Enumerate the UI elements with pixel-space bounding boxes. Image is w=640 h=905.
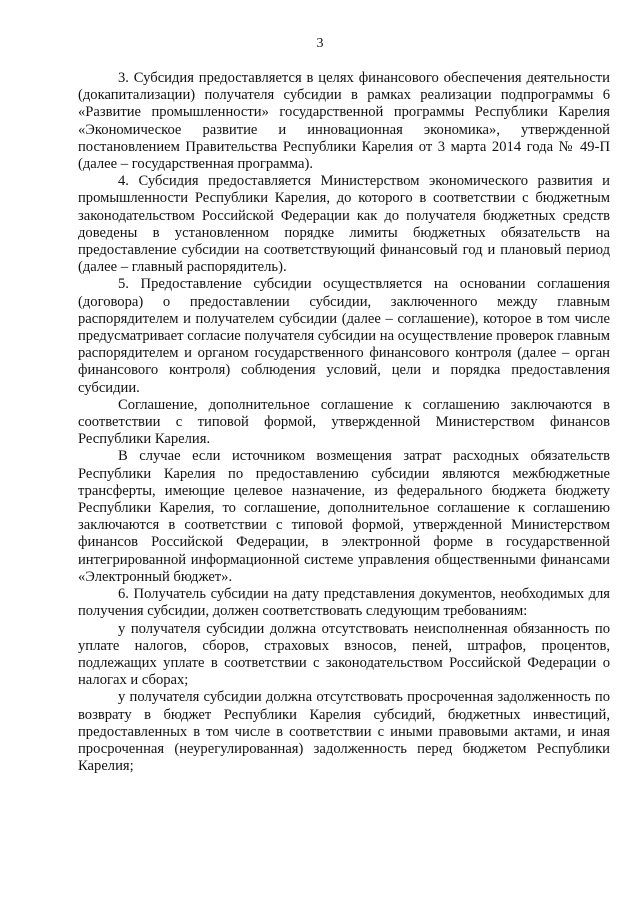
- paragraph-3-subsidy-purpose: 3. Субсидия предоставляется в целях финансового обеспечения деятельности (докапитализации) получателя субсидии в рамках реализации подпрограммы 6 «Развитие промышленности» государственной программы Республики Карелия «Экономическое развитие и инновационная экономика», утвержденной постановлением Правительства Республики Карелия от 3 марта 2014 года № 49-П (далее – государственная программа).: [78, 70, 610, 173]
- paragraph-agreement-form: Соглашение, дополнительное соглашение к соглашению заключаются в соответствии с типовой формой, утвержденной Министерством финансов Республики Карелия.: [78, 396, 610, 448]
- paragraph-6-requirements: 6. Получатель субсидии на дату представления документов, необходимых для получения субсидии, должен соответствовать следующим требованиям:: [78, 586, 610, 620]
- page-number: 3: [316, 36, 324, 51]
- requirement-no-tax-debt: у получателя субсидии должна отсутствовать неисполненная обязанность по уплате налогов, сборов, страховых взносов, пеней, штрафов, процентов, подлежащих уплате в соответствии с законодательством Российской Федерации о налогах и сборах;: [78, 620, 610, 689]
- paragraph-5-agreement-basis: 5. Предоставление субсидии осуществляется на основании соглашения (договора) о предоставлении субсидии, заключенного между главным распорядителем и получателем субсидии (далее – соглашение), которое в том числе предусматривает согласие получателя субсидии на осуществление проверок главным распорядителем и органом государственного финансового контроля (далее – орган финансового контроля) соблюдения условий, цели и порядка предоставления субсидии.: [78, 276, 610, 396]
- document-body: [78, 70, 610, 775]
- paragraph-4-subsidy-provider: 4. Субсидия предоставляется Министерством экономического развития и промышленности Республики Карелия, до которого в соответствии с бюджетным законодательством Российской Федерации как до получателя бюджетных средств доведены в установленном порядке лимиты бюджетных обязательств на предоставление субсидии на соответствующий финансовый год и плановый период (далее – главный распорядитель).: [78, 173, 610, 276]
- requirement-no-overdue-debt: у получателя субсидии должна отсутствовать просроченная задолженность по возврату в бюджет Республики Карелия субсидий, бюджетных инвестиций, предоставленных в том числе в соответствии с иными правовыми актами, и иная просроченная (неурегулированная) задолженность перед бюджетом Республики Карелия;: [78, 689, 610, 775]
- paragraph-federal-transfers: В случае если источником возмещения затрат расходных обязательств Республики Карелия по предоставлению субсидии являются межбюджетные трансферты, имеющие целевое назначение, из федерального бюджета бюджету Республики Карелия, то соглашение, дополнительное соглашение к соглашению заключаются в соответствии с типовой формой, утвержденной Министерством финансов Российской Федерации, в электронной форме в государственной интегрированной информационной системе управления общественными финансами «Электронный бюджет».: [78, 448, 610, 585]
